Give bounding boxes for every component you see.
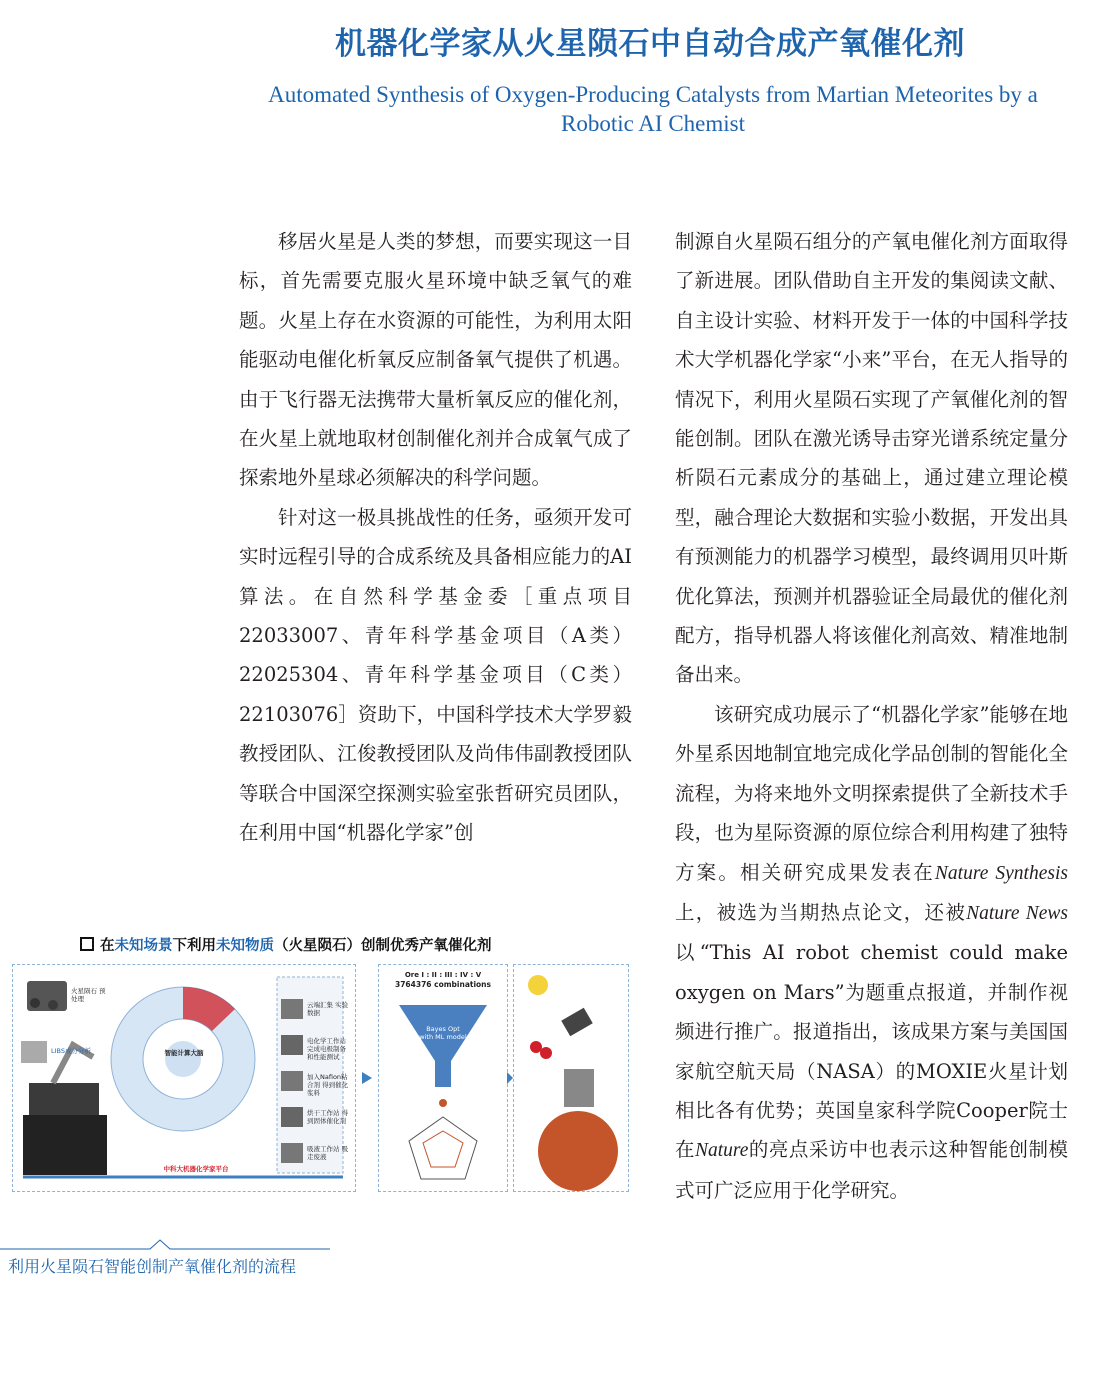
journal-nature-synthesis: Nature Synthesis	[934, 862, 1068, 884]
workstation-image	[281, 1035, 303, 1055]
article-title-en: Automated Synthesis of Oxygen-Producing Catalysts from Martian Meteorites by a Robotic AI Chemist	[268, 82, 1038, 136]
figure-title-highlight-scene: 未知场景	[114, 938, 173, 954]
figure-title-part: （火星陨石）创制优秀产氧催化剂	[274, 938, 492, 954]
paragraph-results	[675, 695, 1068, 1210]
platform-label: 中科大机器化学家平台	[163, 1165, 229, 1173]
funnel-icon	[399, 1005, 487, 1087]
bayes-opt-panel	[378, 964, 508, 1192]
robot-platform-illustration	[13, 965, 355, 1191]
oxygen-molecule-icon	[540, 1047, 552, 1059]
figure-title	[80, 934, 492, 955]
brain-label: 智能计算大脑	[164, 1049, 204, 1057]
results-text-c: 以“This AI robot chemist could make oxygen on Mars”为题重点报道，并制作视频进行推广。报道指出，该成果方案与美国国家航空航天局（NASA）的MOXIE火星计划相比各有优势；英国皇家科学院Cooper院士在	[675, 941, 1068, 1162]
checkbox-square-icon	[80, 937, 94, 951]
station-label: 电化学工作站 完成电极制备和性能测试	[307, 1037, 346, 1061]
ore-ratio-label: Ore I : II : III : IV : V	[404, 971, 482, 979]
right-column	[675, 222, 1068, 1210]
robot-base	[23, 1115, 107, 1175]
journal-nature: Nature	[694, 1140, 749, 1162]
meteorite-label: 火星陨石 预处理	[71, 987, 106, 1003]
robot-rover-icon	[564, 1069, 594, 1107]
oxygen-molecule-icon	[530, 1041, 542, 1053]
results-text-d: 的亮点采访中也表示这种智能创制模式可广泛应用于化学研究。	[675, 1138, 1068, 1202]
radar-pentagon	[409, 1117, 477, 1179]
figure-title-part: 下利用	[172, 938, 216, 954]
brain-icon	[165, 1041, 201, 1077]
meteorite-icon	[30, 998, 40, 1008]
station-label: 加入Nafion粘合剂 得到催化浆料	[307, 1073, 349, 1097]
libs-label: LIBS成分分析	[51, 1047, 92, 1055]
robot-platform-panel	[12, 964, 356, 1192]
results-text-b: 上，被选为当期热点论文，还被	[675, 900, 967, 924]
flow-arrow-icon	[362, 1072, 372, 1084]
radar-values	[423, 1131, 463, 1167]
workstation-image	[281, 1107, 303, 1127]
station-label: 烘干工作站 得到固体催化剂	[307, 1109, 349, 1125]
results-text-a: 该研究成功展示了“机器化学家”能够在地外星系因地制宜地完成化学品创制的智能化全流程，为将来地外文明探索提供了全新技术手段，也为星际资源的原位综合利用构建了独特方案。相关研究成果发表在	[675, 702, 1068, 884]
station-label: 云端汇集 实验数据	[307, 1001, 349, 1017]
electrolyzer-icon	[561, 1008, 593, 1037]
caption-divider	[0, 1238, 330, 1250]
funnel-radar-illustration	[379, 991, 507, 1191]
paragraph-funding: 针对这一极具挑战性的任务，亟须开发可实时远程引导的合成系统及具备相应能力的AI算法。在自然科学基金委［重点项目22033007、青年科学基金项目（A类）22025304、青年科学基金项目（C类）22103076］资助下，中国科学技术大学罗毅教授团队、江俊教授团队及尚伟伟副教授团队等联合中国深空探测实验室张哲研究员团队，在利用中国“机器化学家”创	[239, 505, 632, 845]
figure-title-highlight-substance: 未知物质	[216, 938, 274, 954]
station-label: 吸液工作站 吸走废液	[307, 1145, 349, 1161]
workstation-image	[281, 999, 303, 1019]
article-title-zh: 机器化学家从火星陨石中自动合成产氧催化剂	[335, 26, 965, 62]
libs-instrument	[21, 1041, 47, 1063]
figure-caption: 利用火星陨石智能创制产氧催化剂的流程	[8, 1257, 297, 1276]
selected-point	[439, 1099, 447, 1107]
mars-planet-icon	[538, 1111, 618, 1191]
mars-panel	[513, 964, 629, 1192]
combinations-label: 3764376 combinations	[394, 980, 491, 989]
funnel-label: Bayes Opt with ML model	[419, 1025, 467, 1041]
figure-title-part: 在	[100, 938, 115, 954]
paragraph-funding-continued: 制源自火星陨石组分的产氧电催化剂方面取得了新进展。团队借助自主开发的集阅读文献、自主设计实验、材料开发于一体的中国科学技术大学机器化学家“小来”平台，在无人指导的情况下，利用火星陨石实现了产氧催化剂的智能创制。团队在激光诱导击穿光谱系统定量分析陨石元素成分的基础上，通过建立理论模型，融合理论大数据和实验小数据，开发出具有预测能力的机器学习模型，最终调用贝叶斯优化算法，预测并机器验证全局最优的催化剂配方，指导机器人将该催化剂高效、精准地制备出来。	[675, 230, 1068, 687]
workstation-image	[281, 1143, 303, 1163]
journal-nature-news: Nature News	[966, 902, 1068, 924]
left-column	[239, 222, 632, 853]
paragraph-intro: 移居火星是人类的梦想，而要实现这一目标，首先需要克服火星环境中缺乏氧气的难题。火星上存在水资源的可能性，为利用太阳能驱动电催化析氧反应制备氧气提供了机遇。由于飞行器无法携带大量析氧反应的催化剂，在火星上就地取材创制催化剂并合成氧气成了探索地外星球必须解决的科学问题。	[239, 230, 632, 490]
mars-illustration	[514, 965, 628, 1191]
sun-icon	[528, 975, 548, 995]
workflow-figure	[10, 930, 630, 1200]
workstation-image	[281, 1071, 303, 1091]
meteorite-icon	[48, 1000, 58, 1010]
